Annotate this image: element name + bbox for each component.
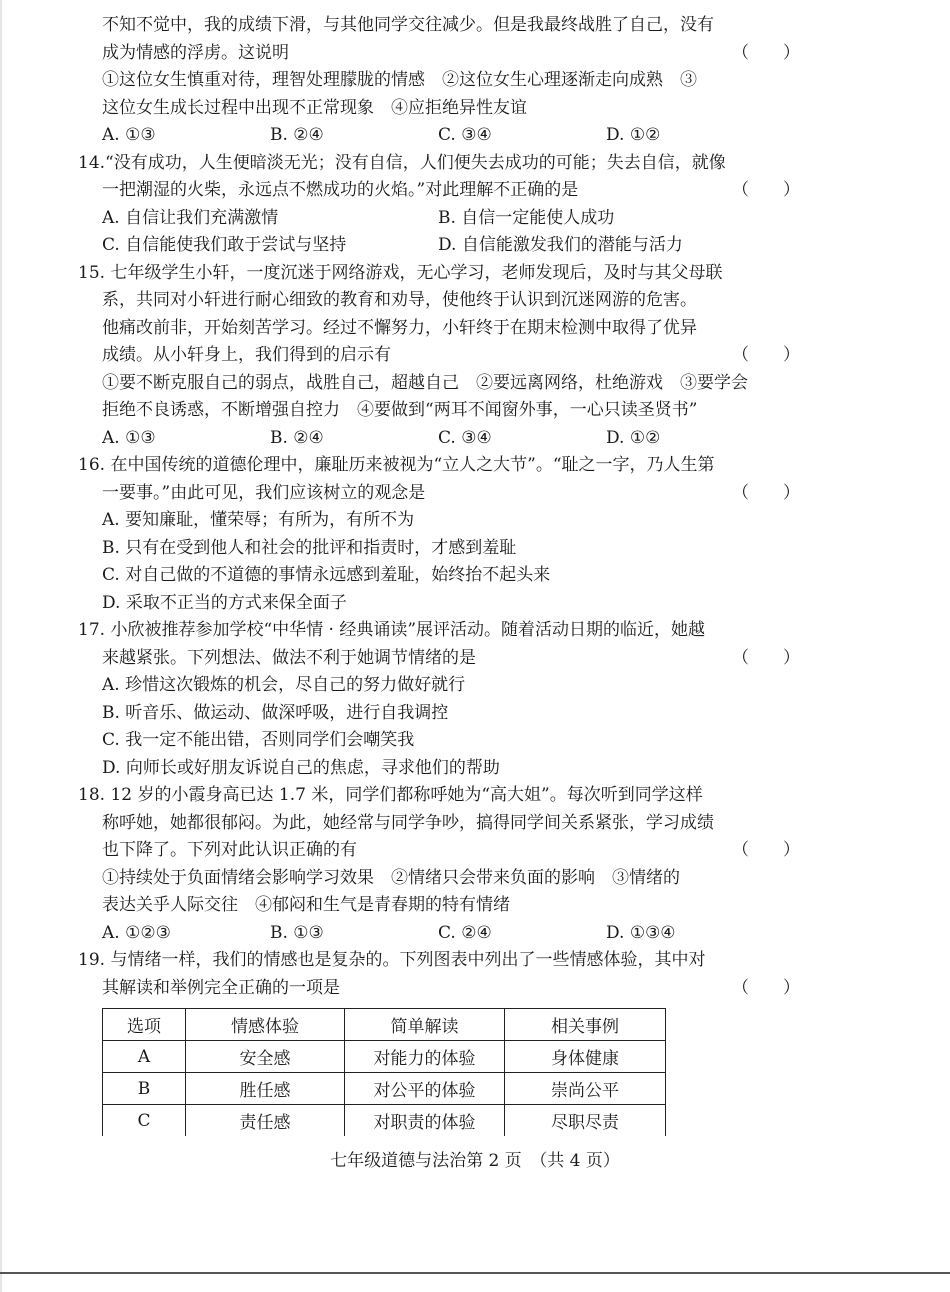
- table-cell: A: [103, 1041, 186, 1073]
- table-row: [103, 1041, 666, 1073]
- scan-bottom-edge: [0, 1272, 950, 1274]
- table-header-cell: 选项: [103, 1009, 186, 1041]
- q14-stem-end: 一把潮湿的火柴，永远点不燃成功的火焰。”对此理解不正确的是: [102, 180, 579, 200]
- q13-line4: 这位女生成长过程中出现不正常现象 ④应拒绝异性友谊: [102, 98, 527, 118]
- q15-option-d: D. ①②: [606, 428, 661, 448]
- q13-line2: [102, 40, 802, 68]
- table-cell: 对能力的体验: [345, 1041, 505, 1073]
- answer-paren: （ ）: [732, 180, 800, 200]
- table-row: [103, 1105, 666, 1137]
- table-header-cell: 相关事例: [505, 1009, 666, 1041]
- q15-option-a: A. ①③: [102, 428, 156, 448]
- q13-option-c: C. ③④: [438, 125, 492, 145]
- q17-option-b: B. 听音乐、做运动、做深呼吸，进行自我调控: [102, 703, 449, 723]
- q18-line3: [102, 837, 802, 865]
- q14-line2: [102, 177, 802, 205]
- table-cell: 崇尚公平: [505, 1073, 666, 1105]
- q17-line2: [102, 645, 802, 673]
- q18-stem-end: 也下降了。下列对此认识正确的有: [102, 840, 357, 860]
- q16-option-b: B. 只有在受到他人和社会的批评和指责时，才感到羞耻: [102, 538, 517, 558]
- q17-option-a: A. 珍惜这次锻炼的机会，尽自己的努力做好就行: [102, 675, 466, 695]
- q19-line2: [102, 975, 802, 1003]
- q19-stem-end: 其解读和举例完全正确的一项是: [102, 978, 340, 998]
- q13-option-b: B. ②④: [270, 125, 324, 145]
- q15-line1: 15. 七年级学生小轩，一度沉迷于网络游戏，无心学习，老师发现后，及时与其父母联: [78, 263, 723, 283]
- scan-left-edge: [0, 0, 2, 1292]
- table-cell: 尽职尽责: [505, 1105, 666, 1137]
- q14-option-a: A. 自信让我们充满激情: [102, 208, 279, 228]
- q18-option-a: A. ①②③: [102, 923, 171, 943]
- q17-option-c: C. 我一定不能出错，否则同学们会嘲笑我: [102, 730, 415, 750]
- q18-option-b: B. ①③: [270, 923, 324, 943]
- q15-option-b: B. ②④: [270, 428, 324, 448]
- q18-option-c: C. ②④: [438, 923, 492, 943]
- q13-stem-end: 成为情感的浮虏。这说明: [102, 43, 289, 63]
- table-row: [103, 1073, 666, 1105]
- q16-option-a: A. 要知廉耻，懂荣辱；有所为，有所不为: [102, 510, 415, 530]
- q15-option-c: C. ③④: [438, 428, 492, 448]
- q16-line1: 16. 在中国传统的道德伦理中，廉耻历来被视为“立人之大节”。“耻之一字，乃人生第: [78, 455, 715, 475]
- table-header-cell: 简单解读: [345, 1009, 505, 1041]
- q15-line4: [102, 342, 802, 370]
- answer-paren: （ ）: [732, 483, 800, 503]
- table-cell: 责任感: [186, 1105, 345, 1137]
- emotion-table: [102, 1008, 666, 1136]
- q15-line5: ①要不断克服自己的弱点，战胜自己，超越自己 ②要远离网络，杜绝游戏 ③要学会: [102, 373, 748, 393]
- q15-stem-end: 成绩。从小轩身上，我们得到的启示有: [102, 345, 391, 365]
- q13-options: [102, 122, 802, 150]
- q14-options-ab: [102, 205, 802, 233]
- q14-option-d: D. 自信能激发我们的潜能与活力: [438, 235, 683, 255]
- q15-line2: 系，共同对小轩进行耐心细致的教育和劝导，使他终于认识到沉迷网游的危害。: [102, 290, 697, 310]
- answer-paren: （ ）: [732, 345, 800, 365]
- q14-option-b: B. 自信一定能使人成功: [438, 208, 615, 228]
- q18-option-d: D. ①③④: [606, 923, 676, 943]
- q15-line6: 拒绝不良诱惑，不断增强自控力 ④要做到“两耳不闻窗外事，一心只读圣贤书”: [102, 400, 698, 420]
- q17-option-d: D. 向师长或好朋友诉说自己的焦虑，寻求他们的帮助: [102, 758, 500, 778]
- q18-line2: 称呼她，她都很郁闷。为此，她经常与同学争吵，搞得同学间关系紧张，学习成绩: [102, 813, 714, 833]
- page-footer: 七年级道德与法治第 2 页 （共 4 页）: [330, 1151, 620, 1171]
- q18-line1: 18. 12 岁的小霞身高已达 1.7 米，同学们都称呼她为“高大姐”。每次听到同学这样: [78, 785, 703, 805]
- table-header-row: [103, 1009, 666, 1041]
- q13-line1: 不知不觉中，我的成绩下滑，与其他同学交往减少。但是我最终战胜了自己，没有: [102, 15, 714, 35]
- q16-stem-end: 一要事。”由此可见，我们应该树立的观念是: [102, 483, 426, 503]
- table-cell: 对职责的体验: [345, 1105, 505, 1137]
- q18-line5: 表达关乎人际交往 ④郁闷和生气是青春期的特有情绪: [102, 895, 510, 915]
- table-cell: 胜任感: [186, 1073, 345, 1105]
- table-cell: 对公平的体验: [345, 1073, 505, 1105]
- q17-line1: 17. 小欣被推荐参加学校“中华情 · 经典诵读”展评活动。随着活动日期的临近，她越: [78, 620, 706, 640]
- q13-option-d: D. ①②: [606, 125, 661, 145]
- table-header-cell: 情感体验: [186, 1009, 345, 1041]
- q15-line3: 他痛改前非，开始刻苦学习。经过不懈努力，小轩终于在期末检测中取得了优异: [102, 318, 697, 338]
- answer-paren: （ ）: [732, 648, 800, 668]
- q18-options: [102, 920, 802, 948]
- answer-paren: （ ）: [732, 978, 800, 998]
- q16-line2: [102, 480, 802, 508]
- q13-line3: ①这位女生慎重对待，理智处理朦胧的情感 ②这位女生心理逐渐走向成熟 ③: [102, 70, 697, 90]
- q14-option-c: C. 自信能使我们敢于尝试与坚持: [102, 235, 347, 255]
- q16-option-d: D. 采取不正当的方式来保全面子: [102, 593, 347, 613]
- q16-option-c: C. 对自己做的不道德的事情永远感到羞耻，始终抬不起头来: [102, 565, 551, 585]
- q18-line4: ①持续处于负面情绪会影响学习效果 ②情绪只会带来负面的影响 ③情绪的: [102, 868, 680, 888]
- q19-line1: 19. 与情绪一样，我们的情感也是复杂的。下列图表中列出了一些情感体验，其中对: [78, 950, 706, 970]
- q14-line1: 14.“没有成功，人生便暗淡无光；没有自信，人们便失去成功的可能；失去自信，就像: [78, 153, 726, 173]
- table-cell: 安全感: [186, 1041, 345, 1073]
- q17-stem-end: 来越紧张。下列想法、做法不利于她调节情绪的是: [102, 648, 476, 668]
- table-cell: 身体健康: [505, 1041, 666, 1073]
- q14-options-cd: [102, 232, 802, 260]
- table-cell: C: [103, 1105, 186, 1137]
- q13-option-a: A. ①③: [102, 125, 156, 145]
- answer-paren: （ ）: [732, 43, 800, 63]
- q15-options: [102, 425, 802, 453]
- table-cell: B: [103, 1073, 186, 1105]
- answer-paren: （ ）: [732, 840, 800, 860]
